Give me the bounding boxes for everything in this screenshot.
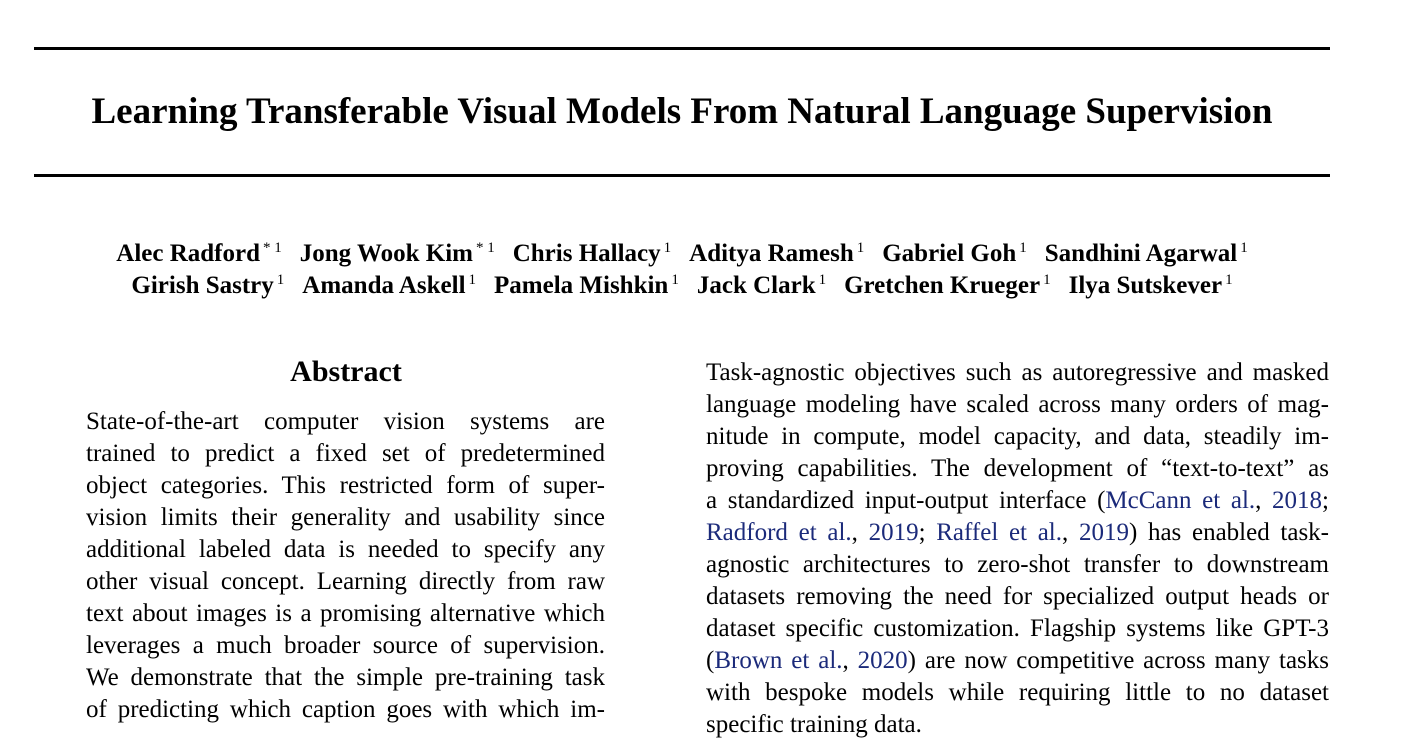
affiliation-marker: 1 — [818, 272, 827, 288]
citation-link[interactable]: 2019 — [868, 519, 919, 546]
author-name: Chris Hallacy $^1$ — [512, 240, 672, 267]
body-text-line — [706, 421, 1329, 453]
text-run: ) has enabled task- — [1128, 519, 1329, 546]
abstract-line: leverages a much broader source of supervision. — [86, 632, 605, 659]
abstract-line: trained to predict a fixed set of predetermined — [86, 440, 605, 467]
text-run: language modeling have scaled across many orders of mag- — [706, 391, 1329, 418]
citation-link[interactable]: 2018 — [1272, 487, 1323, 514]
body-text-line — [706, 389, 1329, 421]
author-name: Jack Clark $^1$ — [696, 272, 827, 299]
text-run: datasets removing the need for specialized output heads or — [706, 583, 1329, 610]
abstract-line: additional labeled data is needed to specify any — [86, 536, 605, 563]
body-text-line — [706, 709, 1329, 741]
paper-title: Learning Transferable Visual Models From Natural Language Supervision — [91, 91, 1273, 132]
body-text-line — [706, 485, 1329, 517]
text-run: ; — [1322, 487, 1329, 514]
abstract-line: object categories. This restricted form of super- — [86, 472, 605, 499]
author-name: Aditya Ramesh $^1$ — [689, 240, 865, 267]
author-name: Gretchen Krueger $^1$ — [844, 272, 1051, 299]
text-run: ; — [918, 519, 937, 546]
citation-link[interactable]: Brown et al. — [714, 647, 843, 674]
text-run: with bespoke models while requiring little to no dataset — [706, 679, 1329, 706]
author-name: Sandhini Agarwal $^1$ — [1044, 240, 1248, 267]
body-text-line — [706, 357, 1329, 389]
text-run: a standardized input-output interface ( — [706, 487, 1106, 514]
title-bottom-rule — [34, 174, 1330, 177]
affiliation-marker: 1 — [671, 272, 679, 288]
affiliation-marker: 1 — [663, 240, 672, 256]
citation-link[interactable]: 2020 — [857, 647, 908, 674]
body-text-line — [706, 677, 1329, 709]
affiliation-marker: 1 — [276, 272, 285, 288]
text-run: , — [1061, 519, 1079, 546]
text-run: Task-agnostic objectives such as autoregressive and masked — [706, 359, 1329, 386]
abstract-line: of predicting which caption goes with which im- — [86, 696, 605, 723]
affiliation-marker: 1 — [1043, 272, 1051, 288]
author-list-row-2 — [0, 264, 1364, 302]
affiliation-marker: 1 — [1240, 240, 1248, 256]
body-text-line — [706, 613, 1329, 645]
author-name: Alec Radford $^{* 1}$ — [116, 240, 282, 267]
body-text-line — [706, 645, 1329, 677]
abstract-line: other visual concept. Learning directly from raw — [86, 568, 605, 595]
citation-link[interactable]: Raffel et al. — [936, 519, 1062, 546]
author-name: Gabriel Goh $^1$ — [882, 240, 1027, 267]
text-run: ( — [706, 647, 715, 674]
abstract-line: We demonstrate that the simple pre-training task — [86, 664, 605, 691]
affiliation-marker: 1 — [856, 240, 865, 256]
text-run: dataset specific customization. Flagship systems like GPT-3 — [706, 615, 1329, 642]
text-run: agnostic architectures to zero-shot transfer to downstream — [706, 551, 1329, 578]
abstract-line: vision limits their generality and usability since — [86, 504, 605, 531]
affiliation-marker: * 1 — [263, 240, 282, 256]
affiliation-marker: 1 — [1225, 272, 1233, 288]
abstract-line: State-of-the-art computer vision systems are — [86, 408, 605, 435]
abstract-heading: Abstract — [290, 355, 402, 388]
affiliation-marker: * 1 — [475, 240, 495, 256]
citation-link[interactable]: Radford et al. — [706, 519, 852, 546]
abstract-line: text about images is a promising alternative which — [86, 600, 605, 627]
text-run: ) are now competitive across many tasks — [907, 647, 1329, 674]
body-text-line — [706, 549, 1329, 581]
title-top-rule — [34, 47, 1330, 50]
body-text-line — [706, 517, 1329, 549]
text-run: , — [851, 519, 869, 546]
author-name: Ilya Sutskever $^1$ — [1068, 272, 1233, 299]
author-name: Amanda Askell $^1$ — [302, 272, 477, 299]
affiliation-marker: 1 — [1019, 240, 1027, 256]
text-run: specific training data. — [706, 711, 922, 738]
author-name: Jong Wook Kim $^{* 1}$ — [299, 240, 495, 267]
text-run: , — [842, 647, 858, 674]
author-name: Girish Sastry $^1$ — [131, 272, 285, 299]
author-name: Pamela Mishkin $^1$ — [494, 272, 679, 299]
citation-link[interactable]: 2019 — [1078, 519, 1129, 546]
affiliation-marker: 1 — [468, 272, 477, 288]
text-run: nitude in compute, model capacity, and data, steadily im- — [706, 423, 1329, 450]
text-run: , — [1255, 487, 1273, 514]
body-text-line — [706, 581, 1329, 613]
body-text-line — [706, 453, 1329, 485]
citation-link[interactable]: McCann et al. — [1105, 487, 1256, 514]
text-run: proving capabilities. The development of “text-to-text” as — [706, 455, 1329, 482]
